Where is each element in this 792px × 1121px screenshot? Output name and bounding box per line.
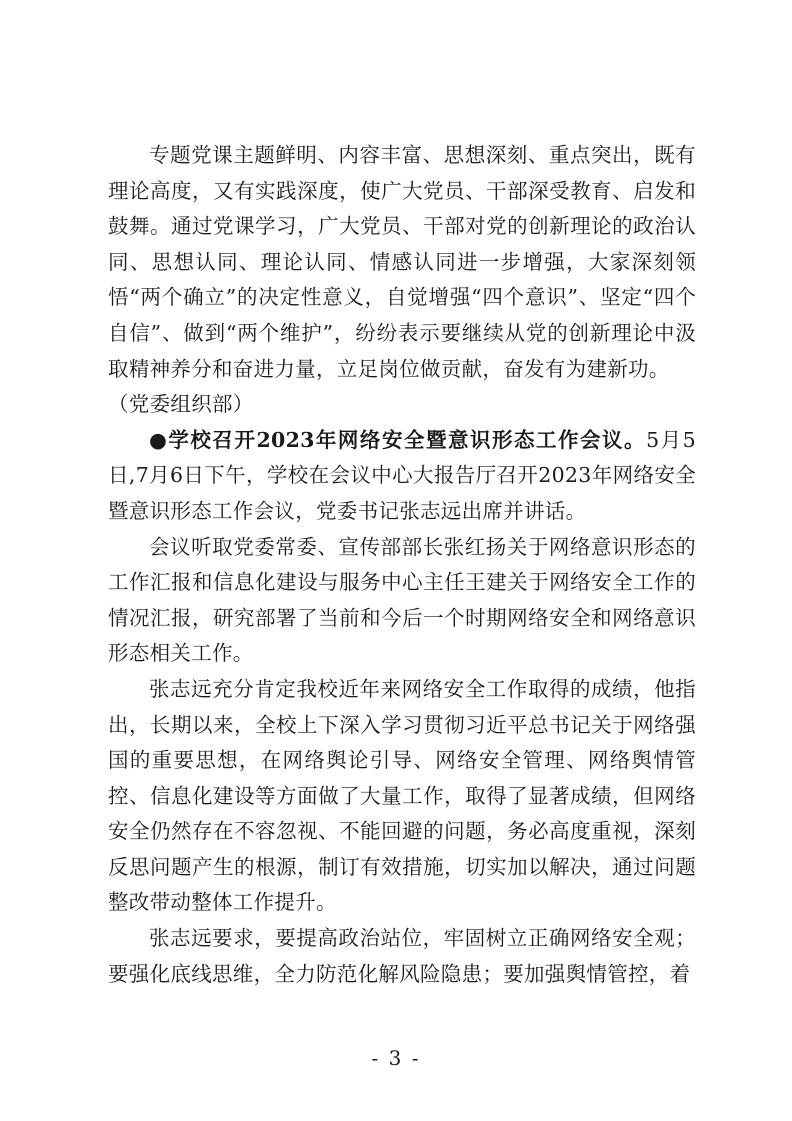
bullet-icon: ● (149, 427, 169, 452)
news-lead: 5月5日,7月6日下午，学校在会议中心大报告厅召开2023年网络安全暨意识形态工作会议，党委书记张志远出席并讲话。 (108, 427, 696, 523)
document-body (108, 138, 696, 992)
page-number: - 3 - (371, 1046, 421, 1070)
news-item (108, 423, 696, 530)
paragraph-party-lecture: 专题党课主题鲜明、内容丰富、思想深刻、重点突出，既有理论高度，又有实践深度，使广大党员、干部深受教育、启发和鼓舞。通过党课学习，广大党员、干部对党的创新理论的政治认同、思想认同、理论认同、情感认同进一步增强，大家深刻领悟“两个确立”的决定性意义，自觉增强“四个意识”、坚定“四个自信”、做到“两个维护”，纷纷表示要继续从党的创新理论中汲取精神养分和奋进力量，立足岗位做贡献，奋发有为建新功。 (108, 143, 696, 381)
paragraph-achievements: 张志远充分肯定我校近年来网络安全工作取得的成绩，他指出，长期以来，全校上下深入学习贯彻习近平总书记关于网络强国的重要思想，在网络舆论引导、网络安全管理、网络舆情管控、信息化建设等方面做了大量工作，取得了显著成绩，但网络安全仍然存在不容忽视、不能回避的问题，务必高度重视，深刻反思问题产生的根源，制订有效措施，切实加以解决，通过问题整改带动整体工作提升。 (108, 676, 696, 915)
news-headline: 学校召开2023年网络安全暨意识形态工作会议。 (168, 427, 647, 452)
department-note: （党委组织部） (108, 392, 254, 417)
paragraph-meeting-reports: 会议听取党委常委、宣传部部长张红扬关于网络意识形态的工作汇报和信息化建设与服务中心主任王建关于网络安全工作的情况汇报，研究部署了当前和今后一个时期网络安全和网络意识形态相关工作。 (108, 534, 696, 666)
paragraph-requirements: 张志远要求，要提高政治站位，牢固树立正确网络安全观；要强化底线思维，全力防范化解风险隐患；要加强舆情管控，着 (108, 926, 696, 986)
